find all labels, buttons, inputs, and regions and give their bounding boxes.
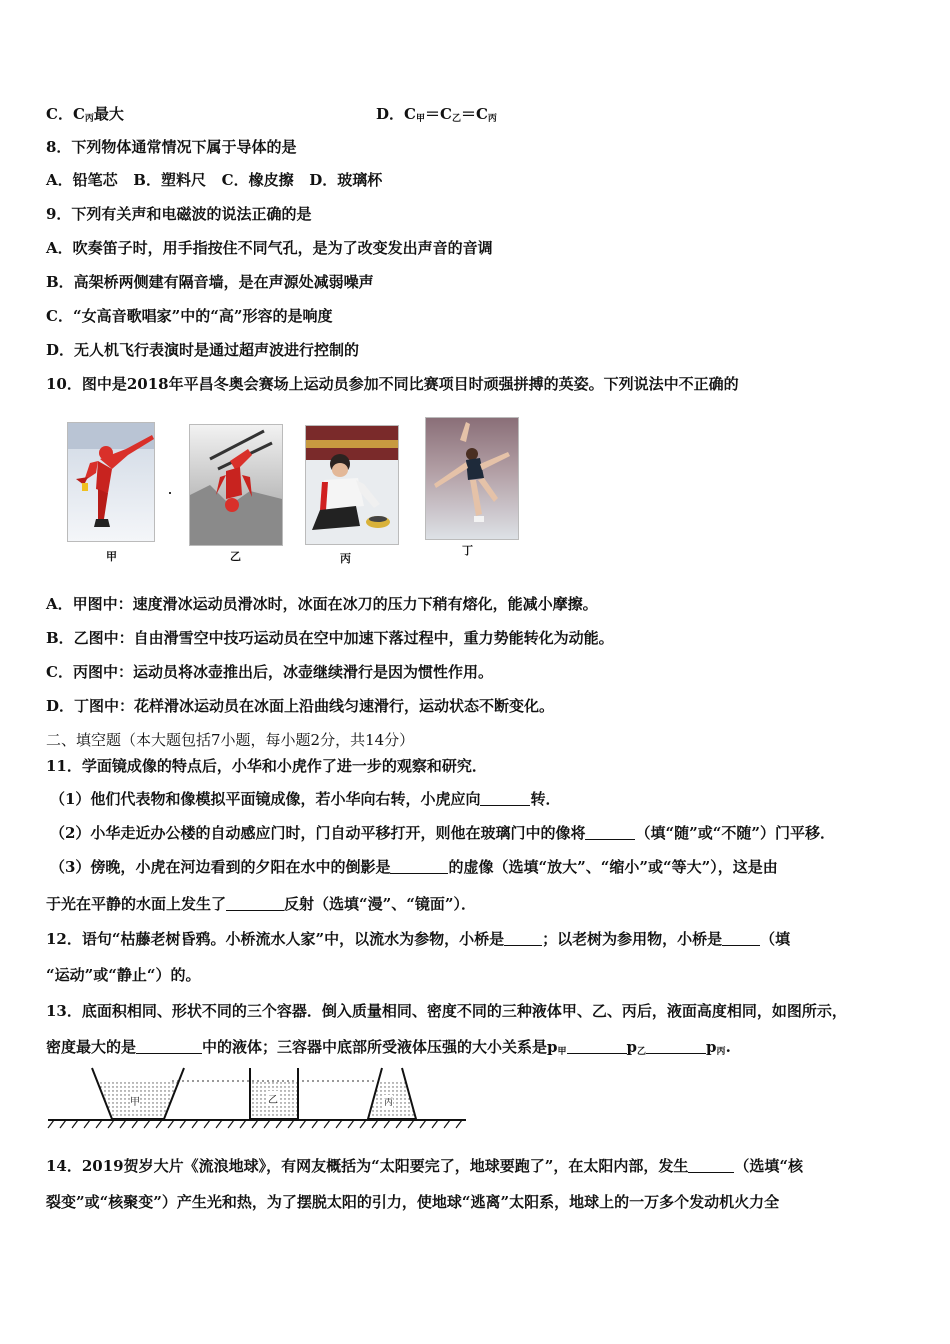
- q11-p2-text-a: （2）小华走近办公楼的自动感应门时，门自动平移打开，则他在玻璃门中的像将: [50, 824, 586, 842]
- q9-option-b: B．高架桥两侧建有隔音墙，是在声源处减弱噪声: [46, 273, 374, 291]
- q7-d-sub2: 乙: [451, 114, 461, 124]
- q13-sub-jia: 甲: [557, 1047, 567, 1057]
- q7-c-subscript: 丙: [84, 114, 94, 124]
- container-label-jia: 甲: [130, 1093, 140, 1108]
- q13-sub-yi: 乙: [637, 1047, 647, 1057]
- q11-p1-text-b: 转．: [530, 790, 561, 808]
- q11-p1-blank[interactable]: [480, 790, 530, 806]
- q13-blank-3[interactable]: [646, 1038, 706, 1054]
- photo-aerial-skier: [189, 424, 283, 546]
- q13-end: .: [725, 1038, 731, 1056]
- q7-d-sub3: 丙: [487, 114, 497, 124]
- separator-dot: [169, 492, 171, 494]
- curler-illustration: [306, 426, 398, 544]
- q12-blank-2[interactable]: [722, 930, 760, 946]
- caption-jia: 甲: [106, 550, 117, 563]
- q8-stem: 8．下列物体通常情况下属于导体的是: [46, 138, 297, 156]
- q10-option-b: B．乙图中：自由滑雪空中技巧运动员在空中加速下落过程中，重力势能转化为动能。: [46, 629, 614, 647]
- q11-p3c-text-a: 于光在平静的水面上发生了: [46, 895, 227, 913]
- caption-ding: 丁: [462, 544, 473, 557]
- q11-p2-text-b: （填“随”或“不随”）门平移．: [635, 824, 835, 842]
- q12-line-2: “运动”或“静止“）的。: [46, 966, 201, 984]
- q12-text-a: 12．语句“枯藤老树昏鸦。小桥流水人家”中，以流水为参物，小桥是: [46, 930, 505, 948]
- q7-option-d: [376, 104, 497, 129]
- q12-text-b: ；以老树为参用物，小桥是: [542, 930, 723, 948]
- q11-p3-blank-1[interactable]: [390, 858, 448, 874]
- photo-speed-skater: [67, 422, 155, 542]
- q7-c-tail: 最大: [93, 105, 124, 123]
- q7-d-sub1: 甲: [415, 114, 425, 124]
- q14-line-1: [46, 1156, 803, 1176]
- q11-part-1: [50, 789, 560, 809]
- q7-d-c1: C: [404, 105, 416, 123]
- photo-curler: [305, 425, 399, 545]
- q12-blank-1[interactable]: [504, 930, 542, 946]
- q9-option-c: C．“女高音歌唱家”中的“高”形容的是响度: [46, 307, 333, 325]
- q9-option-a: A．吹奏笛子时，用手指按住不同气孔，是为了改变发出声音的音调: [46, 239, 493, 257]
- q13-line-2: [46, 1037, 731, 1062]
- ground-hatching: [48, 1120, 462, 1128]
- q9-stem: 9．下列有关声和电磁波的说法正确的是: [46, 205, 312, 223]
- q7-c-symbol: C: [72, 105, 85, 123]
- q13-text-b: 中的液体；三容器中底部所受液体压强的大小关系是p: [202, 1038, 558, 1056]
- q11-part-3: [50, 857, 778, 877]
- container-label-bing: 丙: [384, 1095, 393, 1108]
- q7-d-label: D．: [376, 105, 405, 123]
- section-2-title: 二、填空题（本大题包括7小题，每小题2分，共14分）: [46, 731, 415, 749]
- q14-text-a: 14．2019贺岁大片《流浪地球》，有网友概括为“太阳要完了，地球要跑了”，在太阳内部，发生: [46, 1157, 689, 1175]
- caption-bing: 丙: [340, 552, 351, 565]
- q11-p3-text-a: （3）傍晚，小虎在河边看到的夕阳在水中的倒影是: [50, 858, 391, 876]
- q13-sub-bing: 丙: [716, 1047, 726, 1057]
- speed-skater-illustration: [68, 423, 154, 541]
- q12-text-c: （填: [760, 930, 791, 948]
- q13-text-a: 密度最大的是: [46, 1038, 137, 1056]
- q10-option-d: D．丁图中：花样滑冰运动员在冰面上沿曲线匀速滑行，运动状态不断变化。: [46, 697, 555, 715]
- q7-option-c: [46, 104, 124, 129]
- q14-blank-1[interactable]: [688, 1157, 734, 1173]
- figure-skater-illustration: [426, 418, 518, 539]
- aerial-skier-illustration: [190, 425, 282, 545]
- q13-blank-1[interactable]: [136, 1038, 202, 1054]
- q13-line-1: 13．底面积相同、形状不同的三个容器．倒入质量相同、密度不同的三种液体甲、乙、丙后，液面高度相同，如图所示，: [46, 1002, 847, 1020]
- q7-d-eq2: ＝C: [460, 105, 488, 123]
- q11-stem: 11．学面镜成像的特点后，小华和小虎作了进一步的观察和研究．: [46, 757, 487, 775]
- q14-line-2: 裂变”或“核聚变”）产生光和热，为了摆脱太阳的引力，使地球“逃离”太阳系，地球上的一万多个发动机火力全: [46, 1193, 780, 1211]
- q11-p3c-text-b: 反射（选填“漫”、“镜面”）．: [284, 895, 477, 913]
- q11-part-2: [50, 823, 835, 843]
- q10-option-a: A．甲图中：速度滑冰运动员滑冰时，冰面在冰刀的压力下稍有熔化，能减小摩擦。: [46, 595, 598, 613]
- q10-stem: 10．图中是2018年平昌冬奥会赛场上运动员参加不同比赛项目时顽强拼搏的英姿。下列说法中不正确的: [46, 375, 739, 393]
- photo-figure-skater: [425, 417, 519, 540]
- q11-part-3-cont: [46, 894, 476, 914]
- container-label-yi: 乙: [268, 1091, 278, 1106]
- container-bing: [368, 1068, 416, 1119]
- q11-p1-text-a: （1）他们代表物和像模拟平面镜成像，若小华向右转，小虎应向: [50, 790, 481, 808]
- q14-text-b: （选填“核: [734, 1157, 804, 1175]
- q10-option-c: C．丙图中：运动员将冰壶推出后，冰壶继续滑行是因为惯性作用。: [46, 663, 493, 681]
- caption-yi: 乙: [230, 550, 241, 563]
- q11-p3-text-b: 的虚像（选填“放大”、“缩小”或“等大”），这是由: [448, 858, 778, 876]
- q7-c-label: C．: [46, 105, 73, 123]
- q9-option-d: D．无人机飞行表演时是通过超声波进行控制的: [46, 341, 360, 359]
- q12-line-1: [46, 929, 790, 949]
- q8-options: A．铅笔芯 B．塑料尺 C．橡皮擦 D．玻璃杯: [46, 171, 383, 189]
- q13-blank-2[interactable]: [567, 1038, 627, 1054]
- q13-p2: p: [626, 1038, 638, 1056]
- q11-p2-blank[interactable]: [585, 824, 635, 840]
- q13-p3: p: [706, 1038, 717, 1056]
- q7-d-eq1: ＝C: [424, 105, 452, 123]
- q11-p3-blank-2[interactable]: [226, 895, 284, 911]
- q13-container-diagram: [44, 1066, 468, 1132]
